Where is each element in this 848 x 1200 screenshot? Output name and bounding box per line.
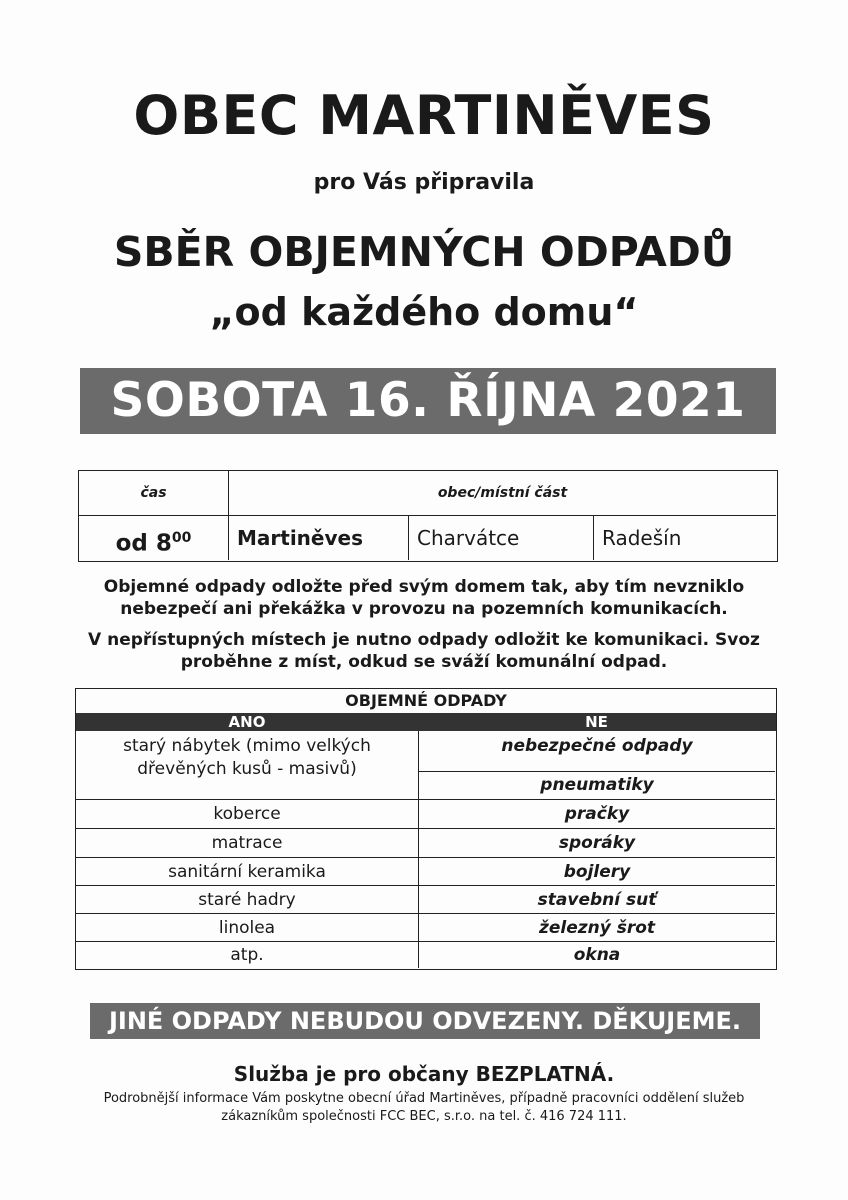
notice-line-4: proběhne z míst, odkud se sváží komunální odpad. — [180, 652, 668, 672]
yes-header: ANO — [228, 713, 266, 731]
no-item: nebezpečné odpady — [501, 736, 693, 756]
yes-item-furniture: starý nábytek (mimo velkých dřevěných kusů - masivů) — [123, 736, 371, 779]
contact-info — [0, 1090, 848, 1126]
no-item: pračky — [564, 804, 630, 824]
free-service-note: Služba je pro občany BEZPLATNÁ. — [233, 1062, 615, 1086]
yes-item: atp. — [230, 945, 264, 965]
time-value — [79, 516, 229, 560]
schedule-table — [78, 470, 778, 562]
time-header: čas — [79, 471, 229, 516]
waste-table-header — [76, 713, 776, 731]
info-line-2: zákazníkům společnosti FCC BEC, s.r.o. na tel. č. 416 724 111. — [221, 1109, 627, 1124]
headline: SBĚR OBJEMNÝCH ODPADŮ — [113, 228, 735, 276]
notice-line-1: Objemné odpady odložte před svým domem tak, aby tím nevzniklo — [103, 577, 745, 597]
yes-item: koberce — [213, 804, 281, 824]
no-item: železný šrot — [538, 918, 656, 938]
date-banner: SOBOTA 16. ŘÍJNA 2021 — [80, 368, 776, 434]
yes-item: matrace — [211, 833, 283, 853]
page-title: OBEC MARTINĚVES — [133, 84, 715, 147]
time-prefix: od 8 — [115, 530, 172, 557]
yes-item: linolea — [218, 918, 276, 938]
tagline: „od každého domu“ — [209, 290, 639, 334]
place-martineves: Martiněves — [229, 516, 409, 560]
notice-text — [0, 576, 848, 682]
place-radesin: Radešín — [602, 526, 682, 550]
yes-item: sanitární keramika — [168, 862, 326, 882]
place-charvatce: Charvátce — [409, 516, 594, 560]
no-item: pneumatiky — [540, 775, 654, 795]
yes-item: staré hadry — [198, 890, 296, 910]
place-header: obec/místní část — [229, 471, 776, 516]
footer-banner: JINÉ ODPADY NEBUDOU ODVEZENY. DĚKUJEME. — [90, 1003, 760, 1039]
no-item: okna — [573, 945, 621, 965]
no-item: stavební suť — [537, 890, 657, 910]
waste-table — [75, 688, 777, 970]
notice-line-3: V nepřístupných místech je nutno odpady odložit ke komunikaci. Svoz — [88, 630, 760, 650]
no-item: sporáky — [558, 833, 636, 853]
waste-table-title: OBJEMNÉ ODPADY — [345, 691, 507, 710]
subtitle: pro Vás připravila — [313, 170, 535, 195]
no-item: bojlery — [563, 862, 631, 882]
time-sup: 00 — [171, 530, 192, 546]
notice-line-2: nebezpečí ani překážka v provozu na pozemních komunikacích. — [120, 599, 728, 619]
no-header: NE — [585, 713, 608, 731]
info-line-1: Podrobnější informace Vám poskytne obecní úřad Martiněves, případně pracovníci oddělení služeb — [103, 1091, 745, 1106]
